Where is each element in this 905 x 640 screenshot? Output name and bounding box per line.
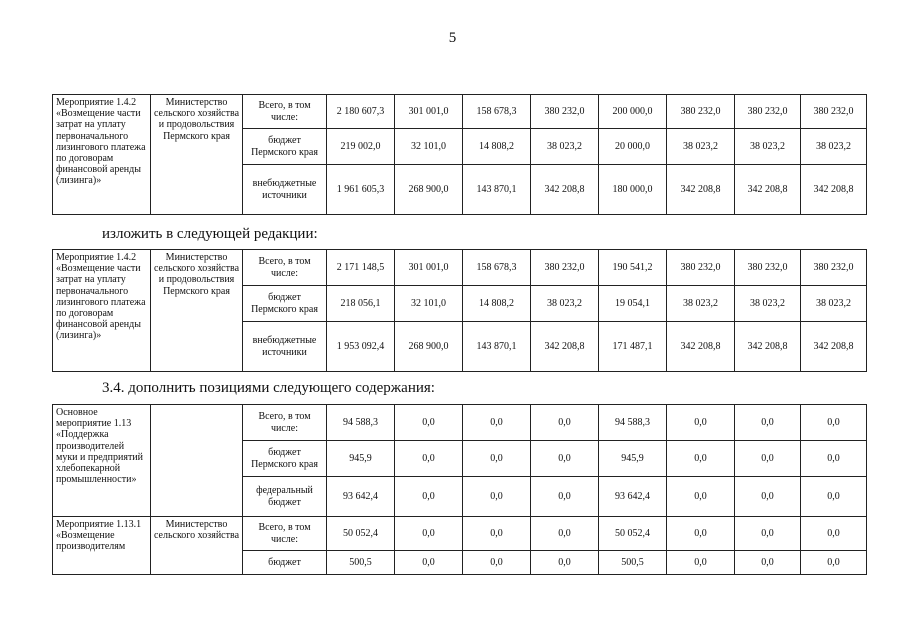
amount-cell: 38 023,2 [735,129,801,165]
amount-cell: 342 208,8 [735,322,801,372]
section-heading-add-positions: 3.4. дополнить позициями следующего содержания: [102,380,435,396]
amount-cell: 380 232,0 [735,95,801,129]
program-table-added [52,404,867,575]
amount-cell: 14 808,2 [463,286,531,322]
amount-cell: 0,0 [667,477,735,517]
amount-cell: 32 101,0 [395,286,463,322]
table-row [53,405,867,441]
amount-cell: 342 208,8 [531,165,599,215]
activity-name-cell: Мероприятие 1.4.2 «Возмещение части затрат на уплату первоначального лизингового платежа по договорам финансовой аренды (лизинга)» [53,250,151,372]
amount-cell: 0,0 [463,441,531,477]
amount-cell: 0,0 [463,405,531,441]
amount-cell: 50 052,4 [599,517,667,551]
amount-cell: 14 808,2 [463,129,531,165]
amount-cell: 38 023,2 [735,286,801,322]
table-row [53,517,867,551]
funding-source-cell: внебюджетные источники [243,165,327,215]
amount-cell: 945,9 [599,441,667,477]
amount-cell: 0,0 [735,551,801,575]
amount-cell: 0,0 [531,517,599,551]
amount-cell: 219 002,0 [327,129,395,165]
amount-cell: 218 056,1 [327,286,395,322]
amount-cell: 38 023,2 [531,129,599,165]
program-table-new [52,249,867,372]
amount-cell: 342 208,8 [667,165,735,215]
amount-cell: 20 000,0 [599,129,667,165]
amount-cell: 93 642,4 [599,477,667,517]
amount-cell: 0,0 [531,477,599,517]
amount-cell: 380 232,0 [531,250,599,286]
amount-cell: 93 642,4 [327,477,395,517]
amount-cell: 0,0 [531,551,599,575]
funding-source-cell: внебюджетные источники [243,322,327,372]
funding-source-cell: бюджет Пермского края [243,286,327,322]
amount-cell: 0,0 [395,405,463,441]
amount-cell: 0,0 [395,517,463,551]
amount-cell: 0,0 [735,441,801,477]
amount-cell: 0,0 [801,477,867,517]
amount-cell: 190 541,2 [599,250,667,286]
amount-cell: 1 953 092,4 [327,322,395,372]
funding-source-cell: Всего, в том числе: [243,250,327,286]
amount-cell: 0,0 [667,441,735,477]
amount-cell: 0,0 [395,551,463,575]
responsible-executor-cell: Министерство сельского хозяйства и продовольствия Пермского края [151,250,243,372]
amount-cell: 0,0 [531,441,599,477]
amount-cell: 0,0 [395,441,463,477]
activity-name-cell: Мероприятие 1.13.1 «Возмещение производителям [53,517,151,575]
amount-cell: 50 052,4 [327,517,395,551]
amount-cell: 0,0 [735,517,801,551]
amount-cell: 38 023,2 [801,286,867,322]
amount-cell: 268 900,0 [395,322,463,372]
amount-cell: 0,0 [531,405,599,441]
funding-source-cell: Всего, в том числе: [243,405,327,441]
amount-cell: 0,0 [463,517,531,551]
amount-cell: 158 678,3 [463,250,531,286]
amount-cell: 0,0 [801,441,867,477]
amount-cell: 342 208,8 [801,165,867,215]
amount-cell: 945,9 [327,441,395,477]
funding-source-cell: Всего, в том числе: [243,95,327,129]
amount-cell: 1 961 605,3 [327,165,395,215]
amount-cell: 0,0 [463,477,531,517]
amount-cell: 0,0 [801,517,867,551]
page-number: 5 [448,30,457,46]
amount-cell: 268 900,0 [395,165,463,215]
amount-cell: 38 023,2 [667,129,735,165]
amount-cell: 301 001,0 [395,250,463,286]
amount-cell: 500,5 [327,551,395,575]
amount-cell: 158 678,3 [463,95,531,129]
table-row [53,250,867,286]
amount-cell: 380 232,0 [801,250,867,286]
amount-cell: 0,0 [667,405,735,441]
table-row [53,95,867,129]
amount-cell: 342 208,8 [735,165,801,215]
amount-cell: 342 208,8 [667,322,735,372]
responsible-executor-cell: Министерство сельского хозяйства [151,517,243,575]
amount-cell: 200 000,0 [599,95,667,129]
amount-cell: 2 171 148,5 [327,250,395,286]
amount-cell: 38 023,2 [531,286,599,322]
funding-source-cell: федеральный бюджет [243,477,327,517]
responsible-executor-cell: Министерство сельского хозяйства и продовольствия Пермского края [151,95,243,215]
activity-name-cell: Мероприятие 1.4.2 «Возмещение части затрат на уплату первоначального лизингового платежа по договорам финансовой аренды (лизинга)» [53,95,151,215]
amount-cell: 0,0 [801,551,867,575]
amount-cell: 0,0 [667,551,735,575]
funding-source-cell: бюджет [243,551,327,575]
amount-cell: 143 870,1 [463,165,531,215]
amount-cell: 38 023,2 [667,286,735,322]
amount-cell: 342 208,8 [801,322,867,372]
amount-cell: 380 232,0 [667,250,735,286]
amount-cell: 0,0 [801,405,867,441]
amount-cell: 94 588,3 [599,405,667,441]
amount-cell: 500,5 [599,551,667,575]
amount-cell: 380 232,0 [667,95,735,129]
program-table-old [52,94,867,215]
funding-source-cell: Всего, в том числе: [243,517,327,551]
amount-cell: 0,0 [395,477,463,517]
amount-cell: 32 101,0 [395,129,463,165]
responsible-executor-cell [151,405,243,517]
amount-cell: 171 487,1 [599,322,667,372]
funding-source-cell: бюджет Пермского края [243,129,327,165]
amount-cell: 94 588,3 [327,405,395,441]
amount-cell: 342 208,8 [531,322,599,372]
amount-cell: 0,0 [463,551,531,575]
amount-cell: 2 180 607,3 [327,95,395,129]
amount-cell: 0,0 [667,517,735,551]
amount-cell: 143 870,1 [463,322,531,372]
amount-cell: 380 232,0 [531,95,599,129]
amount-cell: 380 232,0 [801,95,867,129]
amount-cell: 380 232,0 [735,250,801,286]
amount-cell: 38 023,2 [801,129,867,165]
activity-name-cell: Основное мероприятие 1.13 «Поддержка производителей муки и предприятий хлебопекарной промышленности» [53,405,151,517]
amount-cell: 180 000,0 [599,165,667,215]
amount-cell: 0,0 [735,477,801,517]
amount-cell: 19 054,1 [599,286,667,322]
section-heading-new-edition: изложить в следующей редакции: [102,226,318,242]
funding-source-cell: бюджет Пермского края [243,441,327,477]
amount-cell: 301 001,0 [395,95,463,129]
amount-cell: 0,0 [735,405,801,441]
